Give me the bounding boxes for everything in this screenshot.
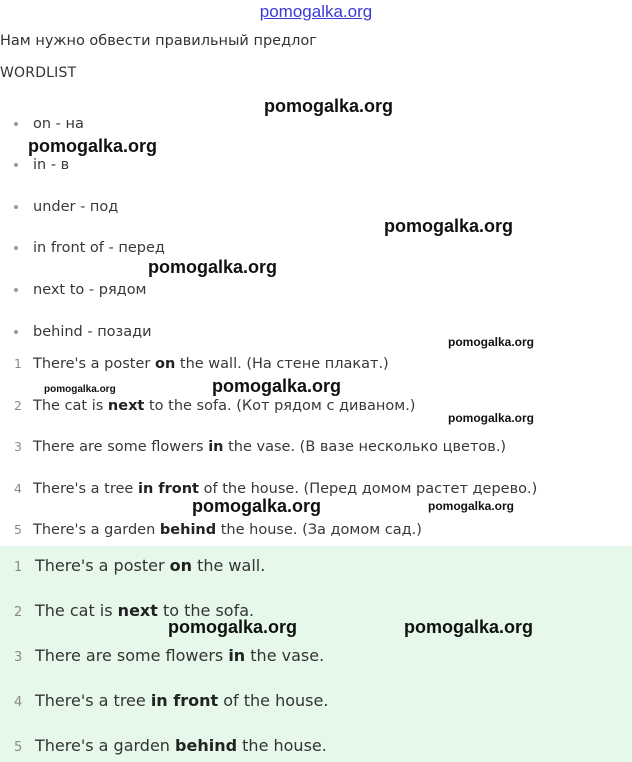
preposition: next (107, 398, 145, 414)
answer-number: 4 (14, 695, 23, 710)
answer-row: 2 The cat is next to the sofa. (14, 601, 255, 620)
wordlist-item (14, 324, 152, 340)
answer-row: 3 There are some flowers in the vase. (14, 646, 325, 665)
wordlist-heading: WORDLIST (0, 65, 77, 81)
watermark: pomogalka.org (44, 384, 116, 395)
header-watermark-link[interactable]: pomogalka.org (259, 2, 373, 21)
watermark: pomogalka.org (264, 96, 394, 116)
watermark: pomogalka.org (148, 257, 278, 277)
sentence-row: 3 There are some flowers in the vase. (В вазе несколько цветов.) (14, 439, 507, 455)
watermark: pomogalka.org (448, 335, 535, 349)
watermark: pomogalka.org (428, 499, 515, 513)
wordlist-item (14, 282, 147, 298)
wordlist-item (14, 116, 84, 132)
wordlist-item-text: next to - рядом (33, 282, 147, 298)
answer-row: 5 There's a garden behind the house. (14, 736, 327, 755)
sentence-number: 2 (14, 398, 22, 413)
bullet-icon (14, 205, 18, 209)
watermark: pomogalka.org (28, 136, 158, 156)
wordlist-item-text: in - в (33, 157, 70, 173)
wordlist-item (14, 157, 69, 173)
watermark: pomogalka.org (384, 216, 514, 236)
sentence-number: 5 (14, 522, 22, 537)
bullet-icon (14, 163, 18, 167)
sentence-row: 5 There's a garden behind the house. (За домом сад.) (14, 522, 422, 538)
preposition: on (154, 356, 176, 372)
preposition: in (208, 439, 224, 455)
preposition: in front (137, 481, 199, 497)
wordlist-item-text: under - под (33, 199, 119, 215)
bullet-icon (14, 288, 18, 292)
watermark: pomogalka.org (168, 617, 298, 637)
sentence-number: 1 (14, 356, 22, 371)
watermark: pomogalka.org (212, 376, 342, 396)
bullet-icon (14, 122, 18, 126)
task-instruction: Нам нужно обвести правильный предлог (0, 33, 317, 49)
watermark: pomogalka.org (404, 617, 534, 637)
wordlist-item-text: in front of - перед (33, 240, 165, 256)
wordlist-item-text: on - на (33, 116, 84, 132)
preposition: in (228, 646, 246, 665)
answer-row: 4 There's a tree in front of the house. (14, 691, 329, 710)
wordlist-item (14, 240, 165, 256)
watermark: pomogalka.org (192, 496, 322, 516)
sentence-number: 4 (14, 481, 22, 496)
answer-number: 2 (14, 605, 23, 620)
answer-number: 5 (14, 740, 23, 755)
sentence-row: 1 There's a poster on the wall. (На стене плакат.) (14, 356, 389, 372)
bullet-icon (14, 330, 18, 334)
preposition: behind (159, 522, 217, 538)
answer-number: 1 (14, 560, 23, 575)
answer-row: 1 There's a poster on the wall. (14, 556, 266, 575)
preposition: next (117, 601, 158, 620)
wordlist-item (14, 199, 118, 215)
preposition: on (169, 556, 192, 575)
bullet-icon (14, 246, 18, 250)
answer-number: 3 (14, 650, 23, 665)
sentence-row: 2 The cat is next to the sofa. (Кот рядом с диваном.) (14, 398, 416, 414)
preposition: behind (175, 736, 238, 755)
preposition: in front (150, 691, 219, 710)
wordlist-item-text: behind - позади (33, 324, 152, 340)
sentence-row: 4 There's a tree in front of the house. (Перед домом растет дерево.) (14, 481, 538, 497)
watermark: pomogalka.org (448, 411, 535, 425)
sentence-number: 3 (14, 439, 22, 454)
